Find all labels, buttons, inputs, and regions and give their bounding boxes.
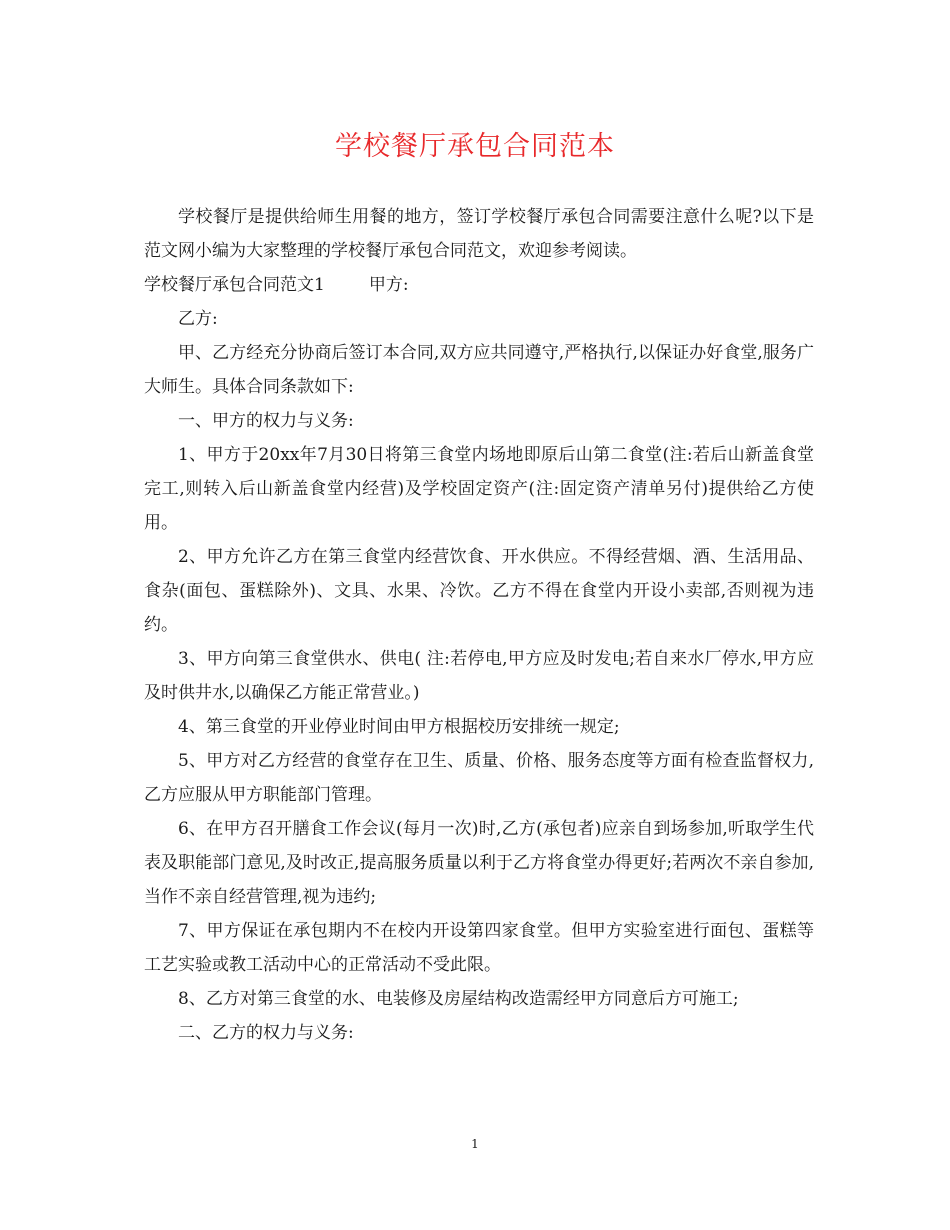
subheading-line xyxy=(144,268,814,302)
clause-6: 6、在甲方召开膳食工作会议(每月一次)时,乙方(承包者)应亲自到场参加,听取学生代表及职能部门意见,及时改正,提高服务质量以利于乙方将食堂办得更好;若两次不亲自参加,当作不亲自经营管理,视为违约; xyxy=(144,819,814,907)
document-title: 学校餐厅承包合同范本 xyxy=(335,131,615,162)
clause-8: 8、乙方对第三食堂的水、电装修及房屋结构改造需经甲方同意后方可施工; xyxy=(178,989,739,1009)
clause-4: 4、第三食堂的开业停业时间由甲方根据校历安排统一规定; xyxy=(178,717,620,737)
clause-5: 5、甲方对乙方经营的食堂存在卫生、质量、价格、服务态度等方面有检查监督权力,乙方应服从甲方职能部门管理。 xyxy=(144,751,814,805)
page-number: 1 xyxy=(471,1137,479,1151)
party-b-label: 乙方: xyxy=(178,309,218,329)
party-a-label: 甲方: xyxy=(368,275,409,295)
document-body xyxy=(144,200,814,1050)
clause-7: 7、甲方保证在承包期内不在校内开设第四家食堂。但甲方实验室进行面包、蛋糕等工艺实验或教工活动中心的正常活动不受此限。 xyxy=(144,921,814,975)
paragraph-intro: 学校餐厅是提供给师生用餐的地方，签订学校餐厅承包合同需要注意什么呢?以下是范文网小编为大家整理的学校餐厅承包合同范文，欢迎参考阅读。 xyxy=(144,207,814,261)
clause-3: 3、甲方向第三食堂供水、供电( 注:若停电,甲方应及时发电;若自来水厂停水,甲方应及时供井水,以确保乙方能正常营业。) xyxy=(144,649,814,703)
clause-1: 1、甲方于20xx年7月30日将第三食堂内场地即原后山第二食堂(注:若后山新盖食堂完工,则转入后山新盖食堂内经营)及学校固定资产(注:固定资产清单另付)提供给乙方使用。 xyxy=(144,445,814,533)
section-heading-party-a: 一、甲方的权力与义务: xyxy=(178,411,354,431)
section-heading-party-b: 二、乙方的权力与义务: xyxy=(178,1023,354,1043)
subheading-label: 学校餐厅承包合同范文1 xyxy=(144,275,325,295)
clause-2: 2、甲方允许乙方在第三食堂内经营饮食、开水供应。不得经营烟、酒、生活用品、食杂(面包、蛋糕除外)、文具、水果、冷饮。乙方不得在食堂内开设小卖部,否则视为违约。 xyxy=(144,547,814,635)
paragraph-preamble: 甲、乙方经充分协商后签订本合同,双方应共同遵守,严格执行,以保证办好食堂,服务广大师生。具体合同条款如下: xyxy=(144,343,814,397)
